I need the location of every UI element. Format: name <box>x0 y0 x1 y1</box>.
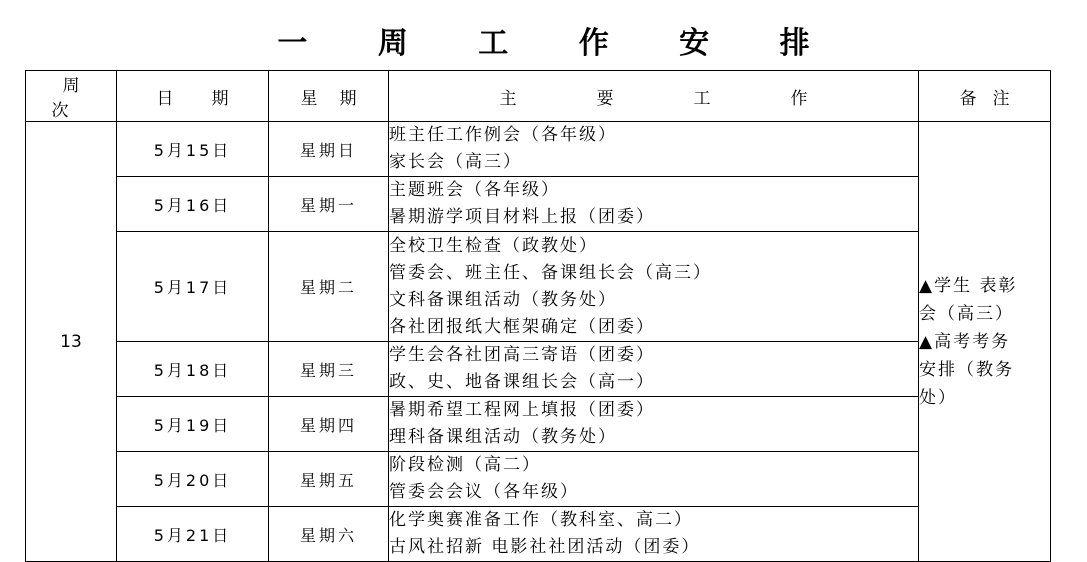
note-line: 安排（教务 <box>919 359 1014 380</box>
date-cell: 5月20日 <box>117 452 269 507</box>
work-item: 理科备课组活动（教务处） <box>389 427 617 447</box>
header-week: 周次 <box>26 71 117 122</box>
note-line: 处） <box>919 387 957 408</box>
date-cell: 5月18日 <box>117 342 269 397</box>
header-main-work: 主要工作 <box>389 71 919 122</box>
weekday-cell: 星期二 <box>269 232 389 342</box>
work-item: 管委会、班主任、备课组长会（高三） <box>389 262 712 283</box>
work-item: 古风社招新 电影社社团活动（团委） <box>389 537 701 557</box>
weekday-cell: 星期日 <box>269 122 389 177</box>
week-number: 13 <box>26 122 117 562</box>
note-line: 会（高三） <box>919 303 1014 324</box>
note-line: ▲学生 表彰 <box>919 275 1018 296</box>
work-item: 全校卫生检查（政教处） <box>389 235 598 256</box>
table-row <box>26 507 1051 562</box>
weekday-cell: 星期三 <box>269 342 389 397</box>
work-item: 家长会（高三） <box>389 152 522 172</box>
header-note: 备注 <box>919 71 1051 122</box>
work-item: 暑期游学项目材料上报（团委） <box>389 207 655 227</box>
work-cell <box>389 122 919 177</box>
weekday-cell: 星期一 <box>269 177 389 232</box>
date-cell: 5月16日 <box>117 177 269 232</box>
date-cell: 5月21日 <box>117 507 269 562</box>
date-cell: 5月15日 <box>117 122 269 177</box>
table-row <box>26 232 1051 342</box>
work-item: 阶段检测（高二） <box>389 455 541 475</box>
work-cell <box>389 342 919 397</box>
work-item: 各社团报纸大框架确定（团委） <box>389 316 655 337</box>
table-row <box>26 342 1051 397</box>
page-title: 一 周 工 作 安 排 <box>277 26 840 61</box>
table-header-row <box>26 71 1051 122</box>
work-cell <box>389 177 919 232</box>
work-cell <box>389 452 919 507</box>
work-item: 管委会会议（各年级） <box>389 482 579 502</box>
work-cell <box>389 507 919 562</box>
weekday-cell: 星期四 <box>269 397 389 452</box>
work-item: 班主任工作例会（各年级） <box>389 125 617 145</box>
weekday-cell: 星期六 <box>269 507 389 562</box>
date-cell: 5月19日 <box>117 397 269 452</box>
note-line: ▲高考考务 <box>919 331 1011 352</box>
work-item: 化学奥赛准备工作（教科室、高二） <box>389 510 693 530</box>
table-row <box>26 452 1051 507</box>
work-item: 主题班会（各年级） <box>389 180 560 200</box>
work-item: 文科备课组活动（教务处） <box>389 289 617 310</box>
weekday-cell: 星期五 <box>269 452 389 507</box>
header-weekday: 星期 <box>269 71 389 122</box>
work-item: 政、史、地备课组长会（高一） <box>389 372 655 392</box>
weekly-schedule-table <box>25 70 1051 562</box>
table-row <box>26 122 1051 177</box>
work-item: 学生会各社团高三寄语（团委） <box>389 345 655 365</box>
table-row <box>26 177 1051 232</box>
work-cell <box>389 232 919 342</box>
work-item: 暑期希望工程网上填报（团委） <box>389 400 655 420</box>
work-cell <box>389 397 919 452</box>
header-date: 日期 <box>117 71 269 122</box>
note-cell <box>919 122 1051 562</box>
date-cell: 5月17日 <box>117 232 269 342</box>
table-row <box>26 397 1051 452</box>
